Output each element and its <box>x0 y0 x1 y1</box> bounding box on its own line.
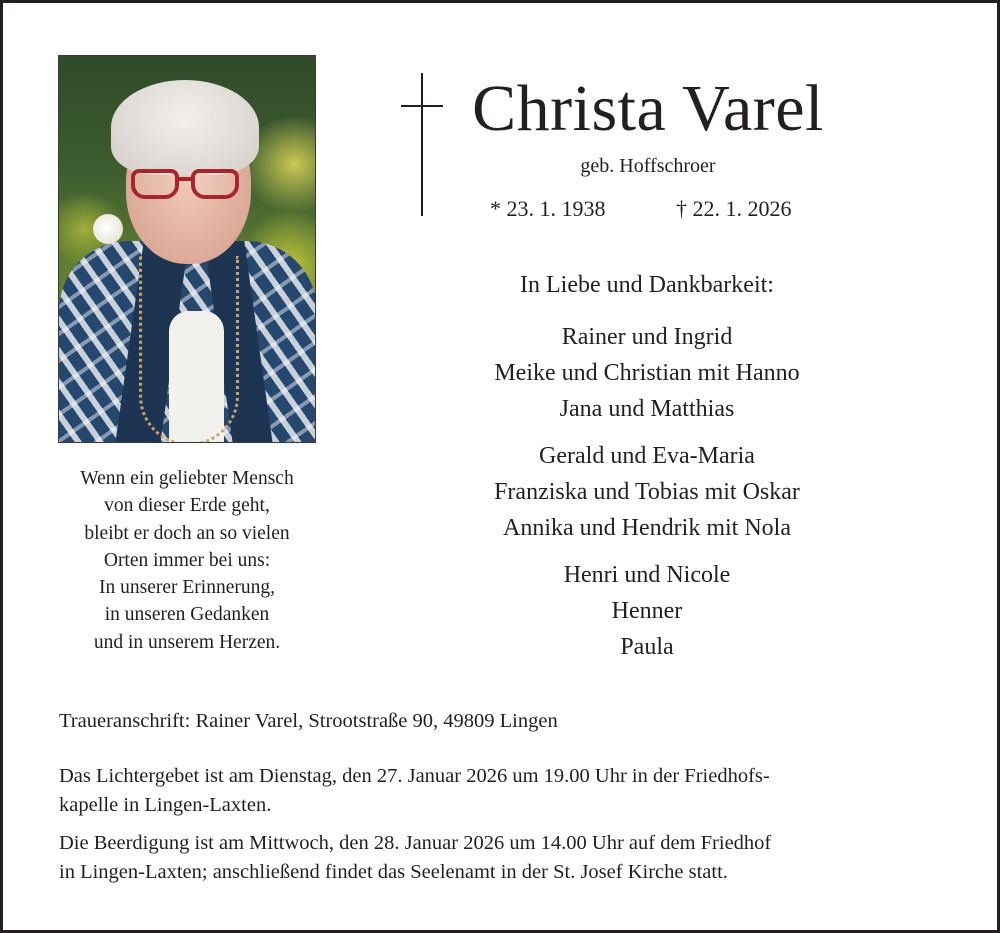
mourning-address: Traueranschrift: Rainer Varel, Strootstraße 90, 49809 Lingen <box>59 710 558 732</box>
poem-line: Orten immer bei uns: <box>103 549 271 571</box>
poem-line: In unserer Erinnerung, <box>99 577 275 599</box>
prayer-line: Das Lichtergebet ist am Dienstag, den 27. Januar 2026 um 19.00 Uhr in der Friedhofs- <box>59 765 770 787</box>
poem-line: und in unserem Herzen. <box>93 631 281 653</box>
family-member: Gerald und Eva-Maria <box>539 443 755 469</box>
family-group <box>433 319 861 427</box>
prayer-line: kapelle in Lingen-Laxten. <box>59 794 272 816</box>
family-member: Henri und Nicole <box>563 562 731 588</box>
family-member: Rainer und Ingrid <box>561 324 733 350</box>
family-intro: In Liebe und Dankbarkeit: <box>520 272 774 298</box>
cross-icon-vertical <box>421 73 423 216</box>
memorial-poem <box>43 465 331 656</box>
family-member: Meike und Christian mit Hanno <box>494 360 800 386</box>
family-member: Henner <box>611 598 683 624</box>
death-date: † 22. 1. 2026 <box>676 196 792 221</box>
family-group <box>433 438 861 546</box>
funeral-line: in Lingen-Laxten; anschließend findet das Seelenamt in der St. Josef Kirche statt. <box>59 861 728 883</box>
poem-line: Wenn ein geliebter Mensch <box>80 468 294 489</box>
photo-hair <box>111 80 259 175</box>
funeral-line: Die Beerdigung ist am Mittwoch, den 28. Januar 2026 um 14.00 Uhr auf dem Friedhof <box>59 832 772 854</box>
prayer-announcement <box>59 762 959 820</box>
family-member: Paula <box>620 634 674 660</box>
deceased-name: Christa Varel <box>472 72 824 145</box>
cross-icon-horizontal <box>401 105 443 107</box>
birth-date: * 23. 1. 1938 <box>490 196 606 221</box>
poem-line: von dieser Erde geht, <box>104 495 270 517</box>
portrait-photo <box>58 55 316 443</box>
family-list <box>433 267 861 676</box>
poem-line: in unseren Gedanken <box>104 604 270 626</box>
funeral-announcement <box>59 829 959 887</box>
photo-glasses-right <box>191 169 239 199</box>
poem-line: bleibt er doch an so vielen <box>84 522 290 544</box>
photo-necklace <box>139 256 239 443</box>
family-group <box>433 557 861 665</box>
flower-decoration <box>93 214 123 244</box>
maiden-name: geb. Hoffschroer <box>580 155 716 177</box>
photo-glasses-bridge <box>177 177 193 181</box>
family-member: Jana und Matthias <box>559 396 735 422</box>
photo-glasses-left <box>131 169 179 199</box>
family-member: Annika und Hendrik mit Nola <box>503 515 791 541</box>
family-member: Franziska und Tobias mit Oskar <box>494 479 800 505</box>
